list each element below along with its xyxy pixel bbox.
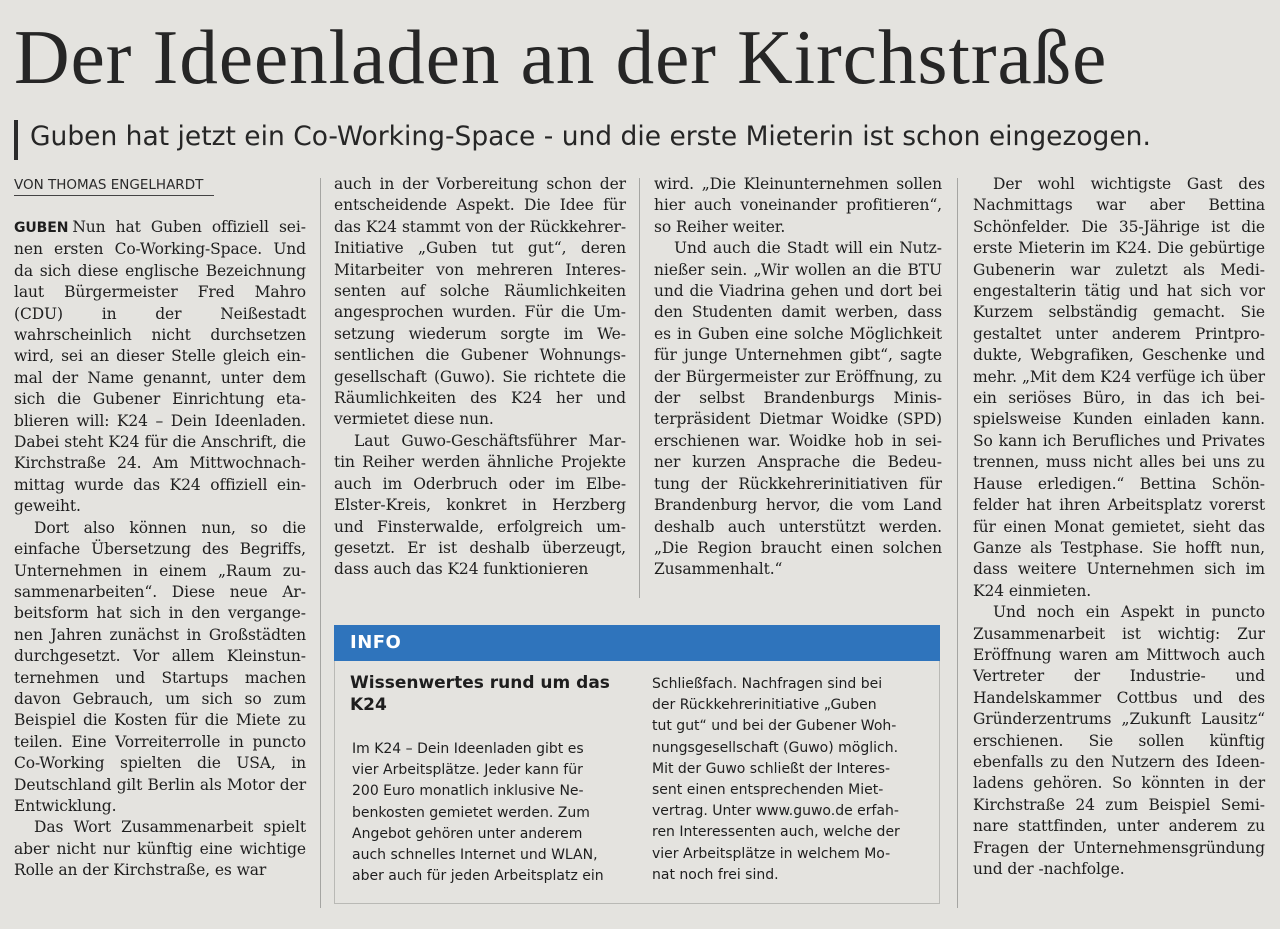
- subheadline: Guben hat jetzt ein Co-Working-Space - und die erste Mieterin ist schon eingezogen.: [30, 121, 1151, 152]
- info-label: INFO: [350, 632, 402, 653]
- article-column-3: [654, 174, 942, 581]
- column-1-paragraph-1: [14, 217, 306, 518]
- column-3-paragraph-1: wird. „Die Kleinunternehmen sollen hier auch voneinander profitieren“, so Reiher weiter.: [654, 175, 942, 236]
- info-line: nungsgesellschaft (Guwo) möglich.: [652, 739, 899, 756]
- article-column-1: [14, 217, 306, 882]
- info-line: auch schnelles Internet und WLAN,: [352, 846, 598, 863]
- info-line: Im K24 – Dein Ideenladen gibt es: [352, 741, 584, 757]
- info-line: vier Arbeitsplätze in welchem Mo-: [652, 845, 891, 862]
- info-line: 200 Euro monatlich inklusive Ne-: [352, 783, 584, 800]
- info-line: Schließfach. Nachfragen sind bei: [652, 676, 883, 692]
- info-box: [334, 625, 940, 905]
- column-4-paragraph-2: Und noch ein Aspekt in puncto Zusammenarbeit ist wichtig: Zur Eröffnung waren am Mittwoch auch Vertreter der Industrie- und Handelskammer Cottbus und des Gründerzentrums „Zukunft Lausitz“ erschienen. Sie sollen künftig ebenfalls zu den Nutzern des Ideenladens gehören. So könnten in der Kirchstraße 24 zum Beispiel Seminare stattfinden, unter anderem zu Fragen der Unternehmensgründung und der -nachfolge.: [973, 603, 1265, 878]
- info-line: vier Arbeitsplätze. Jeder kann für: [352, 762, 583, 779]
- info-header-bar: [334, 625, 940, 661]
- headline: Der Ideenladen an der Kirchstraße: [14, 14, 1108, 100]
- column-divider: [320, 178, 321, 908]
- byline: VON THOMAS ENGELHARDT: [14, 176, 214, 196]
- column-1-paragraph-2: Dort also können nun, so die einfache Übersetzung des Begriffs, Unternehmen in einem „Raum zusammenarbeiten“. Diese neue Arbeitsform hat sich in den vergangenen Jahren zunächst in Großstädten durchgesetzt. Vor allem Kleinstunternehmen und Startups machen davon Gebrauch, um sich so zum Beispiel die Kosten für die Miete zu teilen. Eine Vorreiterrolle in puncto Co-Working spielten die USA, in Deutschland gilt Berlin als Motor der Entwicklung.: [14, 518, 306, 815]
- info-title: Wissenwertes rund um das K24: [350, 673, 610, 715]
- info-line: der Rückkehrerinitiative „Guben: [652, 697, 877, 714]
- column-2-paragraph-1: auch in der Vorbereitung schon der entscheidende Aspekt. Die Idee für das K24 stammt von der Rückkehrer-Initiative „Guben tut gut“, deren Mitarbeiter von mehreren Interessenten auf solche Räumlichkeiten angesprochen wurden. Für die Umsetzung wiederum sorgte im Wesentlichen die Gubener Wohnungsgesellschaft (Guwo). Sie richtete die Räumlichkeiten des K24 her und vermietet diese nun.: [334, 175, 626, 429]
- info-line: Mit der Guwo schließt der Interes-: [652, 760, 891, 777]
- info-column-left: [352, 739, 604, 887]
- column-divider: [957, 178, 958, 908]
- info-line: vertrag. Unter www.guwo.de erfah-: [652, 803, 899, 820]
- dateline-city: GUBEN: [14, 220, 69, 236]
- column-4-paragraph-1: Der wohl wichtigste Gast des Nachmittags war aber Bettina Schönfelder. Die 35-Jährige ist die erste Mieterin im K24. Die gebürtige Gubenerin war zuletzt als Mediengestalterin tätig und hat sich vor Kurzem selbständig gemacht. Sie gestaltet unter anderem Printprodukte, Webgrafiken, Geschenke und mehr. „Mit dem K24 verfüge ich über ein seriöses Büro, in das ich beispielsweise Kunden einladen kann. So kann ich Berufliches und Privates trennen, muss nicht alles bei uns zu Hause erledigen.“ Bettina Schönfelder hat ihren Arbeitsplatz vorerst für einen Monat gemietet, sieht das Ganze als Testphase. Sie hofft nun, dass weitere Unternehmen sich im K24 einmieten.: [973, 175, 1265, 600]
- column-divider: [639, 178, 640, 598]
- info-line: nat noch frei sind.: [652, 866, 779, 883]
- subheadline-bar: [14, 120, 18, 160]
- column-3-paragraph-2: Und auch die Stadt will ein Nutznießer sein. „Wir wollen an die BTU und die Viadrina gehen und dort bei den Studenten damit werben, dass es in Guben eine solche Möglichkeit für junge Unternehmen gibt“, sagte der Bürgermeister zur Eröffnung, zu der selbst Brandenburgs Ministerpräsident Dietmar Woidke (SPD) erschienen war. Woidke hob in seiner kurzen Ansprache die Bedeutung der Rückkehrerinitiativen für Brandenburg hervor, die vom Land deshalb auch unterstützt werden. „Die Region braucht einen solchen Zusammenhalt.“: [654, 239, 942, 579]
- info-line: aber auch für jeden Arbeitsplatz ein: [352, 868, 604, 885]
- column-1-paragraph-1-text: Nun hat Guben offiziell seinen ersten Co-Working-Space. Und da sich diese englische Bezeichnung laut Bürgermeister Fred Mahro (CDU) in der Neißestadt wahrscheinlich nicht durchsetzen wird, sei an dieser Stelle gleich einmal der Name genannt, unter dem sich die Gubener Einrichtung etablieren will: K24 – Dein Ideenladen. Dabei steht K24 für die Anschrift, die Kirchstraße 24. Am Mittwochnachmittag wurde das K24 offiziell eingeweiht.: [14, 218, 306, 516]
- info-line: tut gut“ und bei der Gubener Woh-: [652, 718, 897, 735]
- info-line: sent einen entsprechenden Miet-: [652, 781, 884, 798]
- info-column-right: [652, 674, 900, 886]
- info-line: Angebot gehören unter anderem: [352, 825, 583, 842]
- article-column-4: [973, 174, 1265, 880]
- article-column-2: [334, 174, 626, 581]
- info-line: ren Interessenten auch, welche der: [652, 824, 900, 841]
- column-2-paragraph-2: Laut Guwo-Geschäftsführer Martin Reiher werden ähnliche Projekte auch im Oderbruch oder im Elbe-Elster-Kreis, konkret in Herzberg und Finsterwalde, erfolgreich umgesetzt. Er ist deshalb überzeugt, dass auch das K24 funktionieren: [334, 431, 626, 579]
- column-1-paragraph-3: Das Wort Zusammenarbeit spielt aber nicht nur künftig eine wichtige Rolle an der Kirchstraße, es war: [14, 818, 306, 880]
- info-line: benkosten gemietet werden. Zum: [352, 804, 590, 821]
